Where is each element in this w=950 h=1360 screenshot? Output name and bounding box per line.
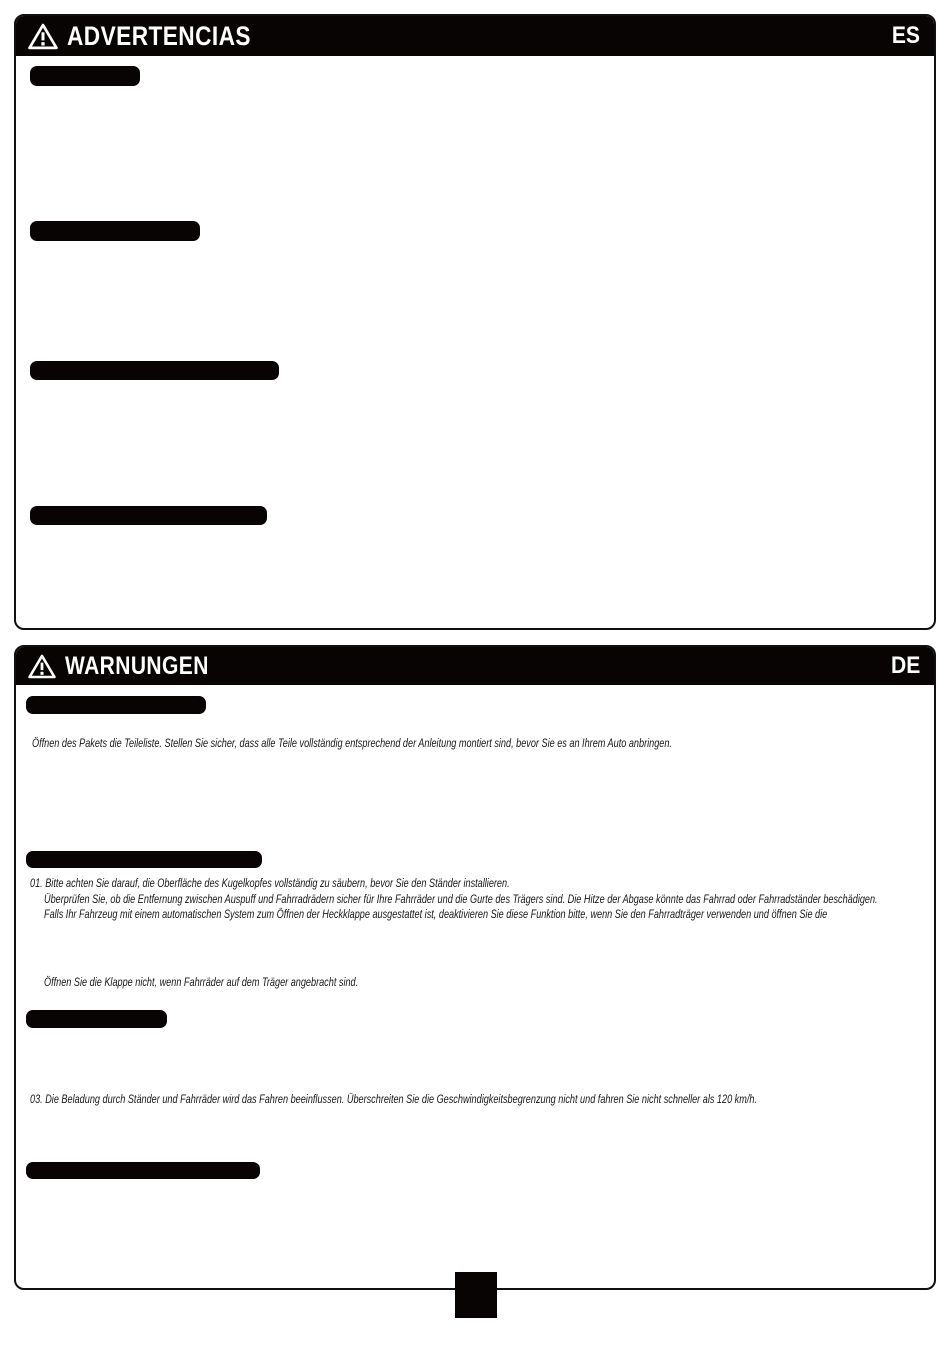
de-warnings-panel bbox=[14, 645, 936, 1290]
warning-triangle-icon bbox=[28, 654, 56, 679]
de-paragraph-03: 03. Die Beladung durch Ständer und Fahrräder wird das Fahren beeinflussen. Überschreiten Sie die Geschwindigkeitsbegrenzung nicht und fahren Sie nicht schneller als 120 km/h. bbox=[30, 1092, 757, 1106]
de-section-title: WARNUNGEN bbox=[65, 651, 209, 680]
de-paragraph-01a: Überprüfen Sie, ob die Entfernung zwischen Auspuff und Fahrradrädern sicher für Ihre Fahrräder und die Gurte des Trägers sind. Die Hitze der Abgase könnte das Fahrrad oder Fahrradständer beschädigen. bbox=[44, 892, 878, 906]
redacted-bar bbox=[30, 361, 279, 380]
de-paragraph-01b: Falls Ihr Fahrzeug mit einem automatischen System zum Öffnen der Heckklappe ausgestattet ist, deaktivieren Sie diese Funktion bitte, wenn Sie den Fahrradträger verwenden und öffnen Sie die bbox=[44, 907, 828, 921]
redacted-bar bbox=[30, 506, 267, 525]
redacted-bar bbox=[26, 1010, 167, 1028]
redacted-bar bbox=[30, 66, 140, 86]
es-language-badge: ES bbox=[891, 22, 920, 49]
de-warnings-header bbox=[16, 647, 934, 685]
de-paragraph-01: 01. Bitte achten Sie darauf, die Oberfläche des Kugelkopfes vollständig zu säubern, bevor Sie den Ständer installieren. bbox=[30, 876, 510, 890]
warning-triangle-icon bbox=[28, 23, 58, 50]
redacted-bar bbox=[30, 221, 200, 241]
redacted-bar bbox=[26, 1162, 260, 1179]
es-warnings-header bbox=[16, 16, 934, 56]
de-language-badge: DE bbox=[890, 652, 920, 679]
es-warnings-panel bbox=[14, 14, 936, 630]
es-section-title: ADVERTENCIAS bbox=[67, 20, 251, 51]
de-paragraph-01c: Öffnen Sie die Klappe nicht, wenn Fahrräder auf dem Träger angebracht sind. bbox=[44, 975, 359, 989]
de-paragraph-intro: Öffnen des Pakets die Teileliste. Stellen Sie sicher, dass alle Teile vollständig entsprechend der Anleitung montiert sind, bevor Sie es an Ihrem Auto anbringen. bbox=[32, 736, 672, 750]
redacted-bar bbox=[26, 851, 262, 868]
redacted-bar bbox=[26, 696, 206, 714]
page-number-redacted-block bbox=[455, 1272, 497, 1318]
